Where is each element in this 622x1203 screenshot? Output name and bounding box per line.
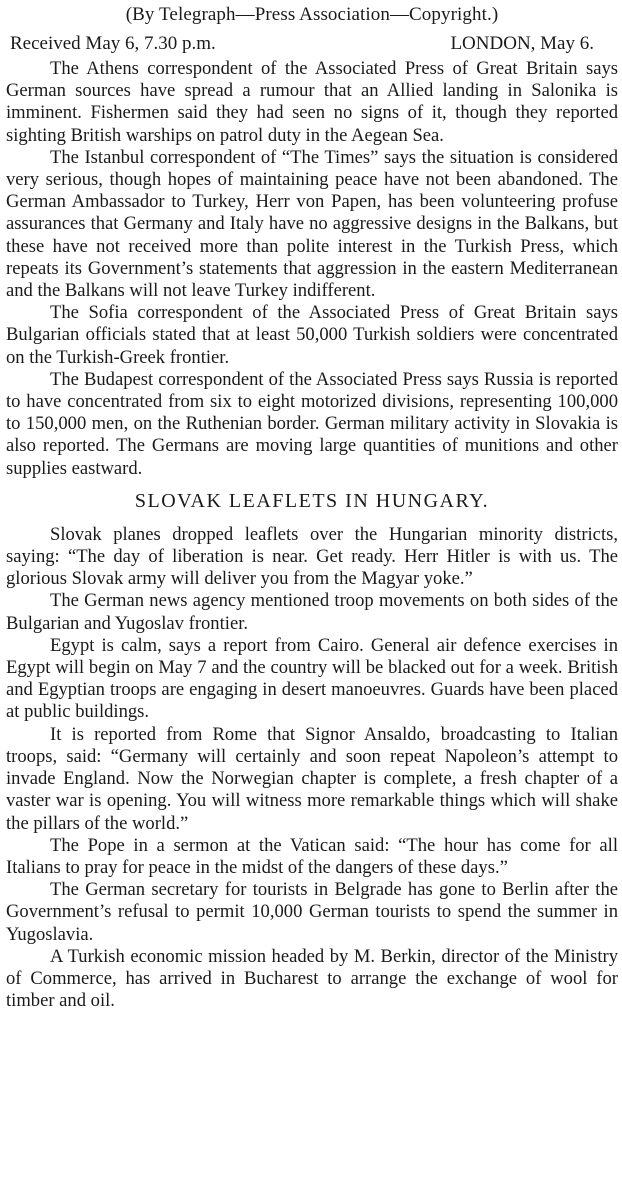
section-heading: SLOVAK LEAFLETS IN HUNGARY. — [134, 489, 490, 512]
paragraph-pope: The Pope in a sermon at the Vatican said: “The hour has come for all Italians to pray for peace in the midst of the dangers of these days.” — [6, 834, 618, 878]
paragraph-slovak-planes: Slovak planes dropped leaflets over the Hungarian minority districts, saying: “The day of liberation is near. Get ready. Herr Hitler is with us. The glorious Slovak army will deliver you from the Magyar yoke.” — [6, 523, 618, 590]
paragraph-istanbul: The Istanbul correspondent of “The Times” says the situation is considered very serious, though hopes of maintaining peace have not been abandoned. The German Ambassador to Turkey, Herr von Papen, has been volunteering profuse assurances that Germany and Italy have no aggressive designs in the Balkans, but these have not received more than polite interest in the Turkish Press, which repeats its Government’s statements that aggression in the eastern Mediterranean and the Balkans will not leave Turkey indifferent. — [6, 146, 618, 302]
press-credit-line: (By Telegraph—Press Association—Copyright.) — [125, 4, 499, 25]
paragraph-german-news-agency: The German news agency mentioned troop movements on both sides of the Bulgarian and Yugoslav frontier. — [6, 590, 618, 634]
paragraph-belgrade: The German secretary for tourists in Belgrade has gone to Berlin after the Government’s refusal to permit 10,000 German tourists to spend the summer in Yugoslavia. — [6, 879, 618, 945]
paragraph-budapest: The Budapest correspondent of the Associated Press says Russia is reported to have concentrated from six to eight motorized divisions, representing 100,000 to 150,000 men, on the Ruthenian border. German military activity in Slovakia is also reported. The Germans are moving large quantities of munitions and other supplies eastward. — [6, 368, 618, 479]
paragraph-athens: The Athens correspondent of the Associated Press of Great Britain says German sources have spread a rumour that an Allied landing in Salonika is imminent. Fishermen said they had seen no signs of it, though they reported sighting British warships on patrol duty in the Aegean Sea. — [6, 58, 618, 146]
dateline-location: LONDON, May 6. — [450, 33, 594, 54]
paragraph-turkish-mission: A Turkish economic mission headed by M. Berkin, director of the Ministry of Commerce, has arrived in Bucharest to arrange the exchange of wool for timber and oil. — [6, 945, 618, 1012]
dateline-row — [6, 32, 618, 56]
paragraph-sofia: The Sofia correspondent of the Associated Press of Great Britain says Bulgarian officials stated that at least 50,000 Turkish soldiers were concentrated on the Turkish-Greek frontier. — [6, 302, 618, 368]
section-slovak-leaflets — [6, 524, 618, 1012]
paragraph-egypt: Egypt is calm, says a report from Cairo. General air defence exercises in Egypt will begin on May 7 and the country will be blacked out for a week. British and Egyptian troops are engaging in desert manoeuvres. Guards have been placed at public buildings. — [6, 634, 618, 723]
received-time: Received May 6, 7.30 p.m. — [10, 33, 216, 54]
section-war-news — [6, 58, 618, 480]
paragraph-rome: It is reported from Rome that Signor Ansaldo, broadcasting to Italian troops, said: “Germany will certainly and soon repeat Napoleon’s attempt to invade England. Now the Norwegian chapter is complete, a fresh chapter of a vaster war is opening. You will witness more remarkable things which will shake the pillars of the world.” — [6, 723, 618, 834]
